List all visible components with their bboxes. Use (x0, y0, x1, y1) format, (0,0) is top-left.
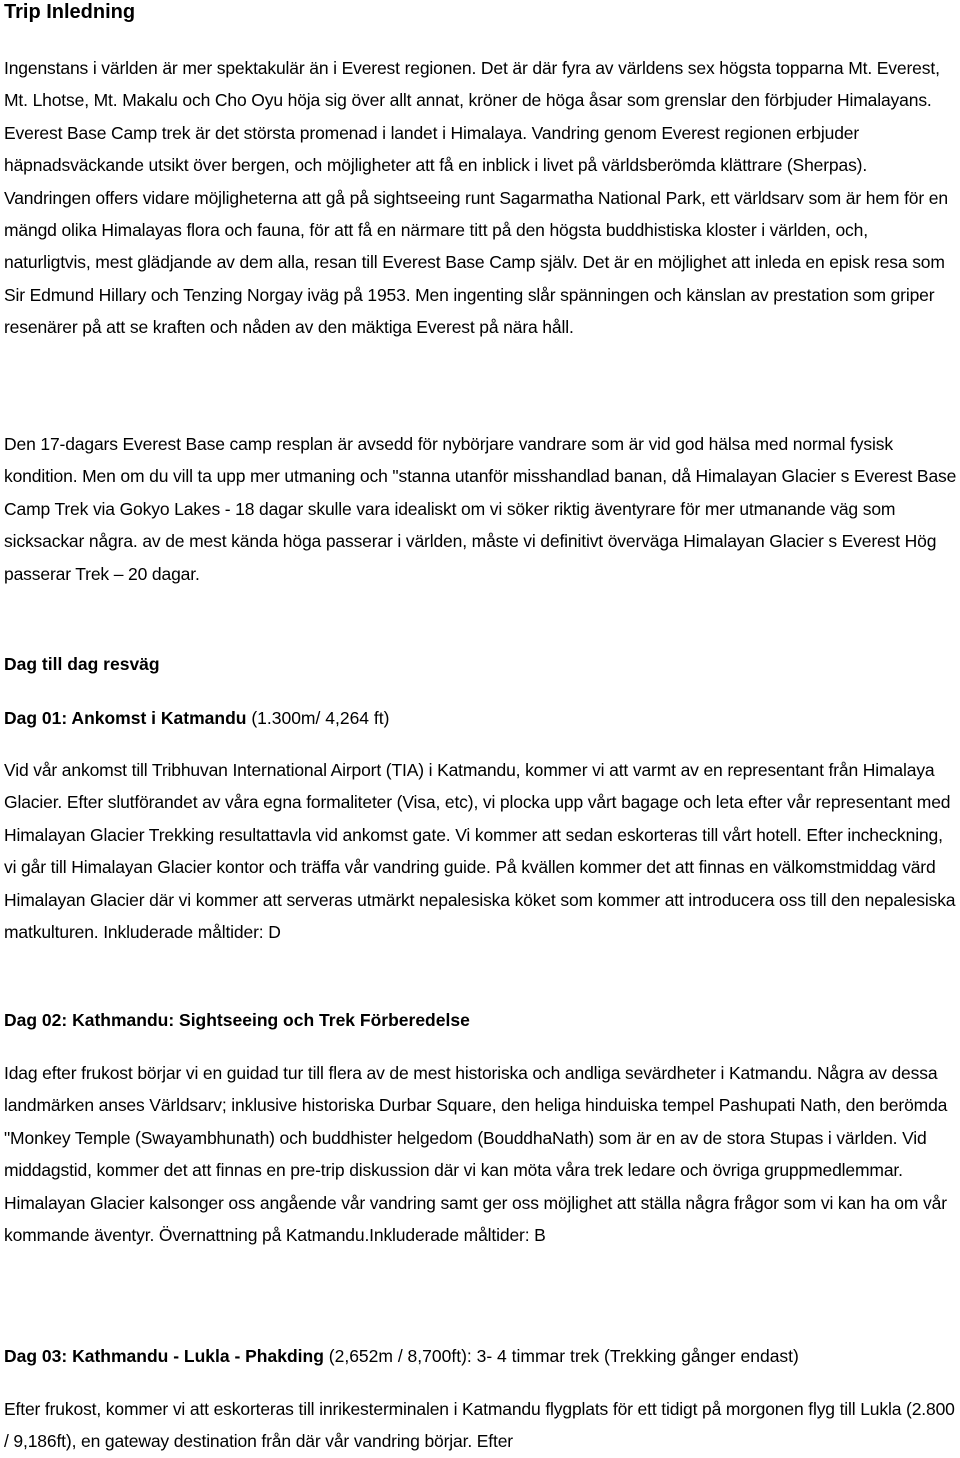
day-01-heading-title: Dag 01: Ankomst i Katmandu (4, 708, 247, 728)
day-01-heading (4, 706, 389, 730)
day-01-text: Vid vår ankomst till Tribhuvan International Airport (TIA) i Katmandu, kommer vi att varmt av en representant från Himalaya Glacier. Efter slutförandet av våra egna formaliteter (Visa, etc), vi plocka upp vårt bagage och leta efter vår representant med Himalayan Glacier Trekking resultattavla vid ankomst gate. Vi kommer att sedan eskorteras till vårt hotell. Efter incheckning, vi går till Himalayan Glacier kontor och träffa vår vandring guide. På kvällen kommer det att finnas en välkomstmiddag värd Himalayan Glacier där vi kommer att serveras utmärkt nepalesiska köket som kommer att introducera oss till den nepalesiska matkulturen. Inkluderade måltider: D (4, 760, 956, 943)
intro-paragraph: Ingenstans i världen är mer spektakulär än i Everest regionen. Det är där fyra av världens sex högsta topparna Mt. Everest, Mt. Lhotse, Mt. Makalu och Cho Oyu höja sig över allt annat, kröner de höga åsar som grenslar den förbjuder Himalayans. Everest Base Camp trek är det största promenad i landet i Himalaya. Vandring genom Everest regionen erbjuder häpnadsväckande utsikt över bergen, och möjligheter att få en inblick i livet på världsberömda klättrare (Sherpas). Vandringen offers vidare möjligheterna att gå på sightseeing runt Sagarmatha National Park, ett världsarv som är hem för en mängd olika Himalayas flora och fauna, för att få en närmare titt på den högsta buddhistiska kloster i världen, och, naturligtvis, mest glädjande av dem alla, resan till Everest Base Camp själv. Det är en möjlighet att inleda en episk resa som Sir Edmund Hillary och Tenzing Norgay iväg på 1953. Men ingenting slår spänningen och känslan av prestation som griper resenärer på att se kraften och nåden av den mäktiga Everest på nära håll. (4, 58, 948, 338)
day-01-heading-altitude: (1.300m/ 4,264 ft) (246, 708, 390, 728)
day-03-heading-details: (2,652m / 8,700ft): 3- 4 timmar trek (Trekking gånger endast) (323, 1346, 799, 1366)
document-title: Trip Inledning (4, 1, 136, 23)
day-02-text: Idag efter frukost börjar vi en guidad tur till flera av de mest historiska och andliga sevärdheter i Katmandu. Några av dessa landmärken anses Världsarv; inklusive historiska Durbar Square, den heliga hinduiska tempel Pashupati Nath, den berömda "Monkey Temple (Swayambhunath) och buddhister helgedom (BouddhaNath) som är en av de stora Stupas i världen. Vid middagstid, kommer det att finnas en pre-trip diskussion där vi kan möta våra trek ledare och övriga gruppmedlemmar. Himalayan Glacier kalsonger oss angående vår vandring samt ger oss möjlighet att ställa några frågor som vi kan ha om vår kommande äventyr. Övernattning på Katmandu.Inkluderade måltider: B (4, 1063, 948, 1246)
itinerary-heading: Dag till dag resväg (4, 654, 160, 674)
day-02-heading-title: Dag 02: Kathmandu: Sightseeing och Trek Förberedelse (4, 1010, 470, 1030)
day-03-heading-title: Dag 03: Kathmandu - Lukla - Phakding (4, 1346, 324, 1366)
day-03-text: Efter frukost, kommer vi att eskorteras till inrikesterminalen i Katmandu flygplats för ett tidigt på morgonen flyg till Lukla (2.800 / 9,186ft), en gateway destination från där vår vandring börjar. Efter (4, 1399, 955, 1452)
plan-paragraph: Den 17-dagars Everest Base camp resplan är avsedd för nybörjare vandrare som är vid god hälsa med normal fysisk kondition. Men om du vill ta upp mer utmaning och "stanna utanför misshandlad banan, då Himalayan Glacier s Everest Base Camp Trek via Gokyo Lakes - 18 dagar skulle vara idealiskt om vi söker riktig äventyrare för mer utmanande väg som sicksackar några. av de mest kända höga passerar i världen, måste vi definitivt överväga Himalayan Glacier s Everest Hög passerar Trek – 20 dagar. (4, 434, 957, 584)
day-02-heading (4, 1008, 470, 1032)
day-03-heading (4, 1344, 799, 1368)
